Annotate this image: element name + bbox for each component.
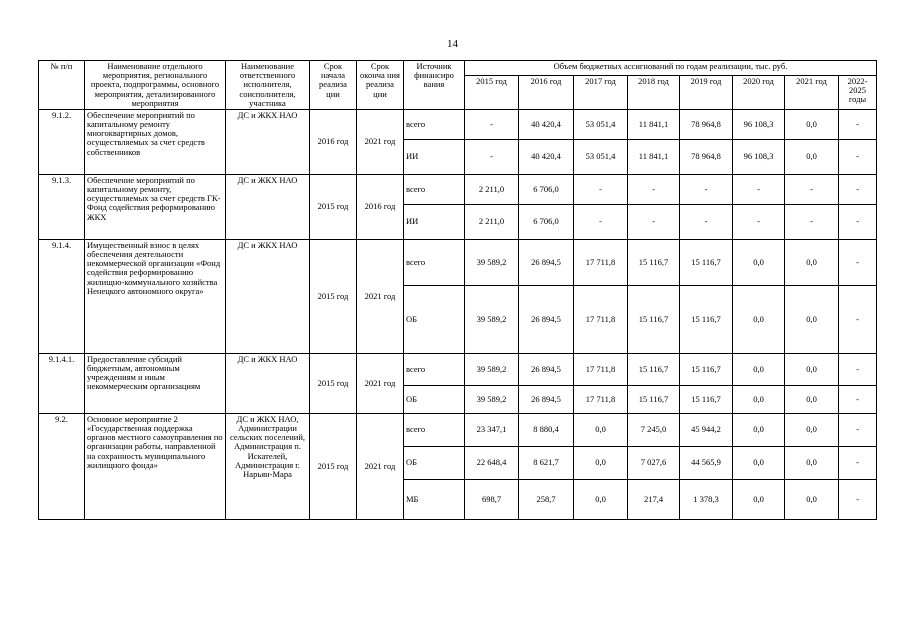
budget-allocation-table [38, 60, 877, 520]
budget-value: - [839, 174, 877, 204]
executor: ДС и ЖКХ НАО [226, 109, 310, 174]
budget-value: - [839, 109, 877, 139]
table-row [39, 413, 877, 446]
budget-value: 6 706,0 [519, 204, 574, 239]
budget-value: 0,0 [733, 479, 785, 519]
budget-value: 17 711,8 [574, 385, 628, 413]
budget-value: 1 378,3 [680, 479, 733, 519]
budget-value: - [680, 174, 733, 204]
budget-value: 0,0 [733, 446, 785, 479]
end-period: 2021 год [357, 413, 404, 519]
table-row [39, 353, 877, 385]
budget-value: 8 621,7 [519, 446, 574, 479]
budget-value: 17 711,8 [574, 353, 628, 385]
header-year: 2019 год [680, 76, 733, 110]
funding-source: МБ [404, 479, 465, 519]
budget-value: 0,0 [574, 413, 628, 446]
header-year: 2017 год [574, 76, 628, 110]
funding-source: всего [404, 353, 465, 385]
row-number: 9.2. [39, 413, 85, 519]
event-name: Имущественный взнос в целях обеспечения деятельности некоммерческой организации «Фонд содействия реформированию жилищно-коммунального хозяйства Ненецкого автономного округа» [85, 239, 226, 353]
header-year: 2015 год [465, 76, 519, 110]
budget-value: 7 245,0 [628, 413, 680, 446]
funding-source: всего [404, 239, 465, 285]
budget-value: 40 420,4 [519, 109, 574, 139]
budget-value: 78 964,8 [680, 109, 733, 139]
budget-value: 17 711,8 [574, 285, 628, 353]
funding-source: ИИ [404, 204, 465, 239]
budget-value: - [839, 139, 877, 174]
budget-value: 78 964,8 [680, 139, 733, 174]
budget-value: 6 706,0 [519, 174, 574, 204]
funding-source: ИИ [404, 139, 465, 174]
start-period: 2015 год [310, 353, 357, 413]
budget-value: 26 894,5 [519, 385, 574, 413]
executor: ДС и ЖКХ НАО [226, 174, 310, 239]
budget-value: 45 944,2 [680, 413, 733, 446]
budget-value: 96 108,3 [733, 109, 785, 139]
budget-value: 0,0 [785, 139, 839, 174]
budget-value: 26 894,5 [519, 285, 574, 353]
executor: ДС и ЖКХ НАО [226, 239, 310, 353]
budget-value: 15 116,7 [680, 385, 733, 413]
budget-value: - [839, 239, 877, 285]
funding-source: ОБ [404, 285, 465, 353]
budget-value: 44 565,9 [680, 446, 733, 479]
row-number: 9.1.2. [39, 109, 85, 174]
budget-value: 39 589,2 [465, 385, 519, 413]
budget-value: 15 116,7 [680, 353, 733, 385]
budget-value: 258,7 [519, 479, 574, 519]
table-row [39, 174, 877, 204]
budget-value: - [465, 139, 519, 174]
budget-value: - [839, 413, 877, 446]
start-period: 2016 год [310, 109, 357, 174]
funding-source: всего [404, 109, 465, 139]
budget-value: 0,0 [785, 385, 839, 413]
budget-value: 11 841,1 [628, 109, 680, 139]
budget-value: 22 648,4 [465, 446, 519, 479]
funding-source: ОБ [404, 385, 465, 413]
budget-value: - [574, 174, 628, 204]
budget-value: 26 894,5 [519, 353, 574, 385]
budget-value: 23 347,1 [465, 413, 519, 446]
budget-value: 11 841,1 [628, 139, 680, 174]
header-start: Срок начала реализа ции [310, 61, 357, 110]
header-name: Наименование отдельного мероприятия, регионального проекта, подпрограммы, основного мероприятия, детализированного мероприятия [85, 61, 226, 110]
budget-value: - [733, 204, 785, 239]
executor: ДС и ЖКХ НАО, Администрации сельских поселений, Администрация п. Искателей, Администрация г. Нарьян-Мара [226, 413, 310, 519]
budget-value: 40 420,4 [519, 139, 574, 174]
end-period: 2021 год [357, 353, 404, 413]
budget-value: 39 589,2 [465, 285, 519, 353]
end-period: 2021 год [357, 239, 404, 353]
budget-value: 698,7 [465, 479, 519, 519]
budget-value: - [628, 174, 680, 204]
header-source: Источник финансиро вания [404, 61, 465, 110]
budget-value: - [465, 109, 519, 139]
start-period: 2015 год [310, 239, 357, 353]
end-period: 2021 год [357, 109, 404, 174]
budget-value: 15 116,7 [680, 285, 733, 353]
budget-value: 0,0 [733, 413, 785, 446]
budget-value: 96 108,3 [733, 139, 785, 174]
header-volume: Объем бюджетных ассигнований по годам реализации, тыс. руб. [465, 61, 877, 76]
header-year: 2016 год [519, 76, 574, 110]
funding-source: всего [404, 174, 465, 204]
budget-value: 0,0 [733, 385, 785, 413]
budget-value: - [785, 204, 839, 239]
header-num: № п/п [39, 61, 85, 110]
event-name: Обеспечение мероприятий по капитальному ремонту, осуществляемых за счет средств ГК-Фонд содействия реформированию ЖКХ [85, 174, 226, 239]
budget-value: 15 116,7 [628, 385, 680, 413]
budget-value: 0,0 [785, 446, 839, 479]
budget-value: 7 027,6 [628, 446, 680, 479]
budget-value: 0,0 [785, 353, 839, 385]
budget-value: 0,0 [574, 479, 628, 519]
budget-value: - [839, 285, 877, 353]
end-period: 2016 год [357, 174, 404, 239]
header-end: Срок оконча ния реализа ции [357, 61, 404, 110]
budget-value: - [839, 353, 877, 385]
executor: ДС и ЖКХ НАО [226, 353, 310, 413]
budget-value: 8 880,4 [519, 413, 574, 446]
budget-value: - [680, 204, 733, 239]
budget-value: 53 051,4 [574, 139, 628, 174]
budget-value: 2 211,0 [465, 204, 519, 239]
row-number: 9.1.4.1. [39, 353, 85, 413]
budget-value: 2 211,0 [465, 174, 519, 204]
budget-value: 53 051,4 [574, 109, 628, 139]
budget-value: 0,0 [733, 285, 785, 353]
budget-value: 0,0 [785, 285, 839, 353]
table-body [39, 109, 877, 519]
budget-value: - [785, 174, 839, 204]
budget-value: - [839, 204, 877, 239]
table-header [39, 61, 877, 110]
table-row [39, 239, 877, 285]
header-year: 2020 год [733, 76, 785, 110]
table-row [39, 109, 877, 139]
row-number: 9.1.3. [39, 174, 85, 239]
budget-value: - [733, 174, 785, 204]
budget-value: 0,0 [733, 353, 785, 385]
funding-source: ОБ [404, 446, 465, 479]
budget-value: 217,4 [628, 479, 680, 519]
event-name: Обеспечение мероприятий по капитальному ремонту многоквартирных домов, осуществляемых за счет средств собственников [85, 109, 226, 174]
header-year: 2018 год [628, 76, 680, 110]
header-executor: Наименование ответственного исполнителя, соисполнителя, участника [226, 61, 310, 110]
budget-value: 0,0 [733, 239, 785, 285]
header-year: 2021 год [785, 76, 839, 110]
budget-value: - [839, 385, 877, 413]
budget-value: - [839, 446, 877, 479]
event-name: Предоставление субсидий бюджетным, автономным учреждениям и иным некоммерческим организациям [85, 353, 226, 413]
funding-source: всего [404, 413, 465, 446]
budget-value: 15 116,7 [628, 285, 680, 353]
start-period: 2015 год [310, 174, 357, 239]
budget-value: 39 589,2 [465, 239, 519, 285]
budget-value: 26 894,5 [519, 239, 574, 285]
page-number: 14 [447, 38, 458, 50]
header-year: 2022-2025 годы [839, 76, 877, 110]
budget-value: 17 711,8 [574, 239, 628, 285]
budget-value: - [839, 479, 877, 519]
budget-value: 15 116,7 [680, 239, 733, 285]
budget-value: 0,0 [785, 413, 839, 446]
start-period: 2015 год [310, 413, 357, 519]
budget-value: 0,0 [785, 479, 839, 519]
budget-value: 15 116,7 [628, 239, 680, 285]
row-number: 9.1.4. [39, 239, 85, 353]
budget-value: - [628, 204, 680, 239]
budget-value: 0,0 [574, 446, 628, 479]
budget-value: 0,0 [785, 239, 839, 285]
event-name: Основное мероприятие 2 «Государственная поддержка органов местного самоуправления по организации работы, направленной на сохранность муниципального жилищного фонда» [85, 413, 226, 519]
budget-value: 39 589,2 [465, 353, 519, 385]
budget-value: - [574, 204, 628, 239]
budget-value: 15 116,7 [628, 353, 680, 385]
budget-value: 0,0 [785, 109, 839, 139]
